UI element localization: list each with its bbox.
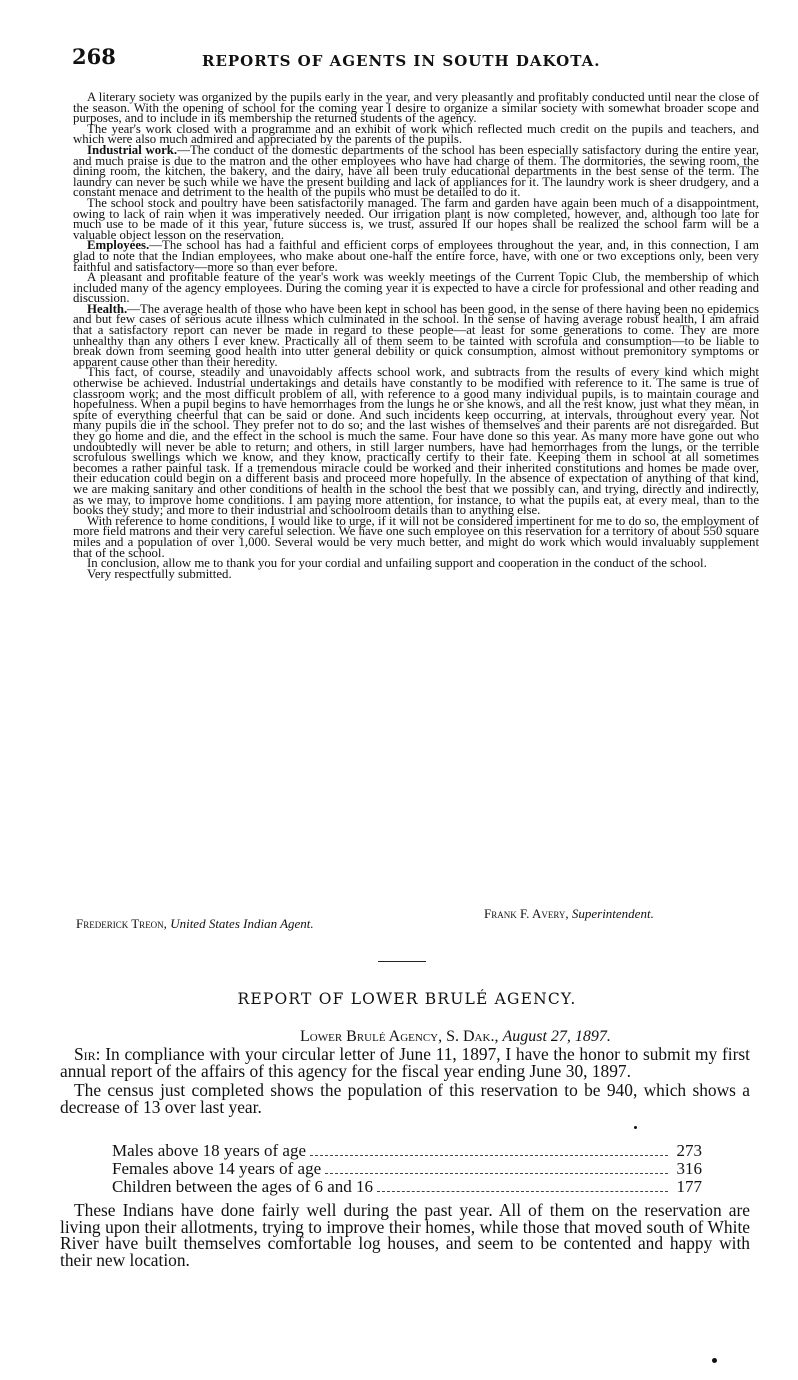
census-row xyxy=(112,1178,702,1196)
paragraph-allotments: These Indians have done fairly well during the past year. All of them on the reservation are living upon their allotments, trying to improve their homes, while those that moved south of White River have built themselves comfortable log houses, and seem to be contented and happy with their new location. xyxy=(60,1200,750,1270)
dateline-place: Lower Brulé Agency, S. Dak., xyxy=(300,1028,499,1045)
paragraph-salutation xyxy=(60,1046,750,1079)
agency-report-body xyxy=(60,1202,750,1268)
salutation: Sir: xyxy=(74,1044,101,1064)
paragraph-employees xyxy=(73,240,759,272)
heading-part-1: REPORT OF LOWER BRUL xyxy=(237,990,476,1008)
health-heading: Health. xyxy=(87,301,128,316)
industrial-work-heading: Industrial work. xyxy=(87,142,178,157)
superintendent-title: Superintendent. xyxy=(571,906,654,921)
paragraph-census: The census just completed shows the population of this reservation to be 940, which shows a decrease of 13 over last year. xyxy=(60,1080,750,1117)
superintendent-name: Frank F. Avery, xyxy=(484,906,569,921)
census-label: Females above 14 years of age xyxy=(112,1159,322,1178)
paragraph-health xyxy=(73,301,759,369)
paragraph-conclusion: In conclusion, allow me to thank you for your cordial and unfailing support and cooperation in the conduct of the school. xyxy=(87,556,707,571)
paragraph-current-topic-club: A pleasant and profitable feature of the year's work was weekly meetings of the Current Topic Club, the membership of which included many of the agency employees. During the coming year it is expected to have a circle for professional and other reading and discussion. xyxy=(73,270,759,306)
section-divider xyxy=(378,961,426,962)
census-row xyxy=(112,1160,702,1178)
census-label: Children between the ages of 6 and 16 xyxy=(112,1177,374,1196)
dateline-date: August 27, 1897. xyxy=(502,1028,611,1045)
running-header xyxy=(72,44,762,74)
census-table xyxy=(112,1142,702,1196)
signature-agent xyxy=(76,916,314,932)
heading-part-2: É xyxy=(475,990,489,1008)
industrial-work-text: —The conduct of the domestic departments of the school has been especially satisfactory during the entire year, and much praise is due to the matron and the other employees who have had charge of them. The dormitories, the sewing room, the dining room, the kitchen, the bakery, and the dairy, have all been truly educational departments in the best sense of the term. The laundry can never be such while we have the present building and lack of appliances for it. The laundry work is sheer drudgery, and a constant menace and detriment to the health of the pupils who must be detailed to do it. xyxy=(73,142,759,200)
paragraph-literary-society: A literary society was organized by the pupils early in the year, and very pleasantly and profitably conducted until near the close of the season. With the opening of school for the coming year I desire to organize a similar society with somewhat broader scope and purposes, and to include in its membership the returned students of the agency. xyxy=(73,90,759,126)
page-number: 268 xyxy=(72,44,116,69)
closing-line: Very respectfully submitted. xyxy=(87,566,232,581)
employees-text: —The school has had a faithful and efficient corps of employees throughout the year, and, in this connection, I am glad to note that the Indian employees, who make about one-half the entire force, have, with one or two exceptions only, been very faithful and satisfactory—more so than ever before. xyxy=(73,238,759,274)
paragraph-home-conditions: With reference to home conditions, I would like to urge, if it will not be considered impertinent for me to do so, the employment of more field matrons and their very careful selection. We have one such employee on this reservation for a territory of about 550 square miles and a population of over 1,000. Several would be very much better, and might do work which would invaluably supplement that of the school. xyxy=(73,513,759,560)
employees-heading: Employees. xyxy=(87,238,150,253)
agent-name: Frederick Treon, xyxy=(76,916,167,931)
census-value: 273 xyxy=(676,1141,702,1160)
census-value: 177 xyxy=(676,1177,702,1196)
leader-dots xyxy=(325,1173,668,1174)
salutation-text: In compliance with your circular letter of June 11, 1897, I have the honor to submit my first annual report of the affairs of this agency for the fiscal year ending June 30, 1897. xyxy=(60,1044,750,1081)
heading-part-3: AGENCY. xyxy=(488,990,577,1008)
ink-speck xyxy=(712,1358,717,1363)
census-label: Males above 18 years of age xyxy=(112,1141,307,1160)
signature-superintendent xyxy=(484,906,654,922)
paragraph-effects: This fact, of course, steadily and unavoidably affects school work, and subtracts from the results of every kind which might otherwise be achieved. Industrial undertakings and details have constantly to be modified with reference to it. The same is true of classroom work; and the most difficult problem of all, with reference to a good many individual pupils, is to maintain courage and hopefulness. When a pupil begins to have hemorrhages from the lungs he or she knows, and all the rest know, just what they mean, in spite of everything cheerful that can be said or done. And such incidents keep occurring, at intervals, throughout every year. Not many pupils die in the school. They prefer not to do so; and the last wishes of themselves and their parents are not disregarded. But they go home and die, and the effect in the school is much the same. Four have done so this year. As many more have gone out who undoubtedly will never be able to return; and others, in still larger numbers, have had hemorrhages from the lungs, or the terrible scrofulous swellings which we know, and they know, practically certify to their fate. Keeping them in school at all sometimes becomes a rather painful task. If a tremendous miracle could be worked and their inherited constitutions and homes be made over, their education could begin on a different basis and proceed more hopefully. In the absence of expectation of anything of that kind, we are making sanitary and other conditions of health in the school the best that we possibly can, and trying, directly and indirectly, as we may, to improve home conditions. I am paying more attention, for instance, to what the pupils eat, at every meal, than to the books they study; and more to their industrial and schoolroom details than to anything else. xyxy=(73,365,759,518)
ink-speck xyxy=(634,1126,637,1129)
census-row xyxy=(112,1142,702,1160)
paragraph-school-stock: The school stock and poultry have been satisfactorily managed. The farm and garden have again been much of a disappointment, owing to lack of rain when it was imperatively needed. Our irrigation plant is now completed, however, and, although too late for much use to be made of it this year, future success is, we trust, assured If our hopes shall be realized the school farm will be a valuable object lesson on the reservation. xyxy=(73,195,759,242)
leader-dots xyxy=(377,1191,668,1192)
census-value: 316 xyxy=(676,1159,702,1178)
section-heading xyxy=(0,990,798,1008)
paragraph-programme: The year's work closed with a programme and an exhibit of work which reflected much credit on the pupils and teachers, and which were also much admired and appreciated by the parents of the pupils. xyxy=(73,121,759,147)
paragraph-industrial-work xyxy=(73,142,759,200)
agency-report-intro xyxy=(60,1046,750,1118)
school-report-body xyxy=(73,92,759,579)
health-text: —The average health of those who have been kept in school has been good, in the sense of there having been no epidemics and but few cases of serious acute illness which culminated in the school. In the sense of having average robust health, I am afraid that a satisfactory report can never be made in regard to these people—at least for some generations to come. They are more unhealthy than any others I ever knew. Practically all of them seem to be tainted with scrofula and consumption—to be liable to break down from seeming good health into utter general debility or quick consumption, almost without premonitory symptoms or apparent cause other than their heredity. xyxy=(73,301,759,369)
agent-title: United States Indian Agent. xyxy=(170,916,314,931)
leader-dots xyxy=(310,1155,668,1156)
running-title: REPORTS OF AGENTS IN SOUTH DAKOTA. xyxy=(202,52,601,70)
